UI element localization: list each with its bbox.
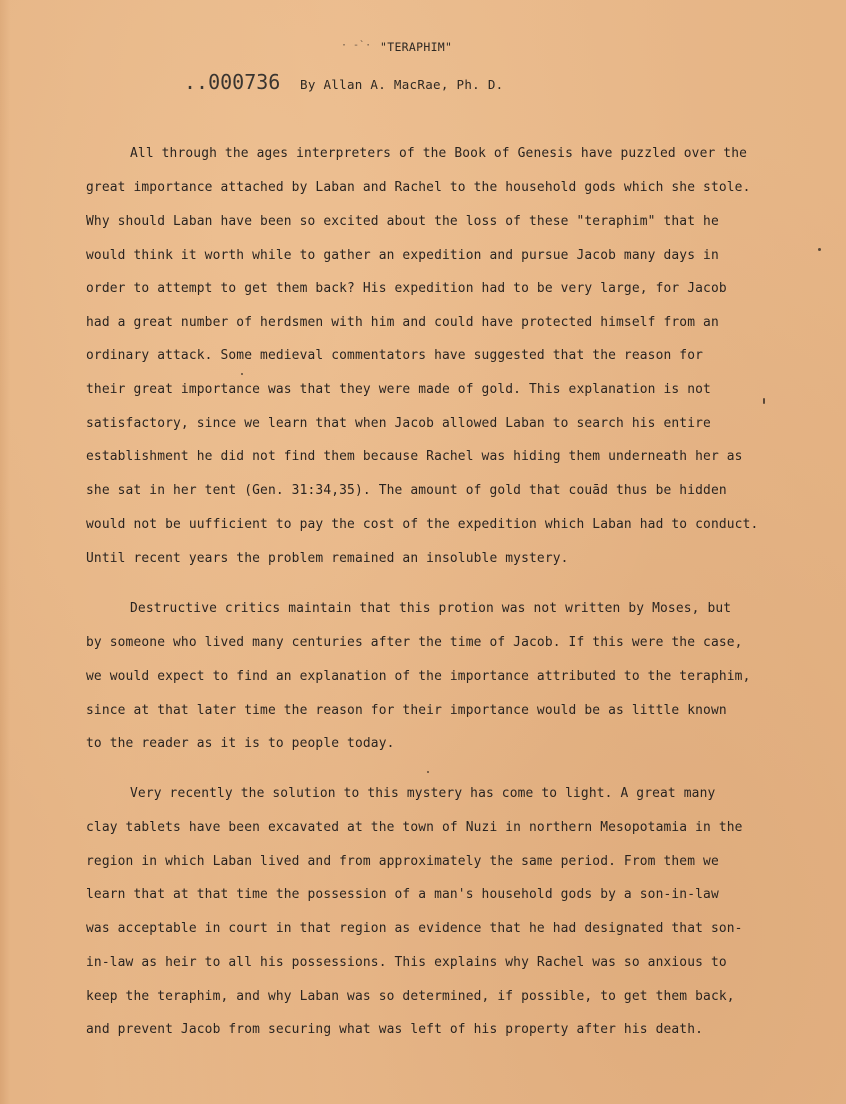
paragraph-1-line-2: great importance attached by Laban and Rachel to the household gods which she stole. [86, 180, 751, 195]
paragraph-1-line-7: ordinary attack. Some medieval commentators have suggested that the reason for [86, 348, 704, 363]
paragraph-1-line-10: establishment he did not find them because Rachel was hiding them underneath her as [86, 449, 743, 464]
paragraph-1-line-8: their great importance was that they were made of gold. This explanation is not [86, 382, 711, 397]
paragraph-1-line-3: Why should Laban have been so excited about the loss of these "teraphim" that he [86, 214, 719, 229]
paragraph-1-line-9: satisfactory, since we learn that when Jacob allowed Laban to search his entire [86, 416, 711, 431]
paragraph-1-line-1: All through the ages interpreters of the Book of Genesis have puzzled over the [130, 146, 748, 161]
paragraph-1-line-5: order to attempt to get them back? His expedition had to be very large, for Jacob [86, 281, 727, 296]
paragraph-1-line-13: Until recent years the problem remained an insoluble mystery. [86, 551, 569, 566]
paragraph-1-line-6: had a great number of herdsmen with him and could have protected himself from an [86, 315, 719, 330]
paper-speck [763, 398, 765, 404]
author-byline: By Allan A. MacRae, Ph. D. [300, 77, 504, 92]
paragraph-1-line-12: would not be uufficient to pay the cost of the expedition which Laban had to conduct. [86, 517, 759, 532]
paper-speck [818, 248, 821, 251]
paragraph-1-line-11: she sat in her tent (Gen. 31:34,35). The amount of gold that couād thus be hidden [86, 483, 727, 498]
paper-speck [427, 771, 429, 773]
document-number-stamp: ..000736 [184, 70, 281, 94]
paragraph-2-line-5: to the reader as it is to people today. [86, 736, 395, 751]
paragraph-2-line-3: we would expect to find an explanation of the importance attributed to the teraphim, [86, 669, 751, 684]
paragraph-3-line-4: learn that at that time the possession of a man's household gods by a son-in-law [86, 887, 719, 902]
paragraph-3-line-1: Very recently the solution to this mystery has come to light. A great many [130, 786, 716, 801]
paragraph-1-line-4: would think it worth while to gather an expedition and pursue Jacob many days in [86, 248, 719, 263]
paragraph-3-line-8: and prevent Jacob from securing what was left of his property after his death. [86, 1022, 704, 1037]
document-title: "TERAPHIM" [380, 40, 453, 54]
title-smudge: · -`· [341, 40, 372, 51]
paragraph-3-line-3: region in which Laban lived and from approximately the same period. From them we [86, 854, 719, 869]
paragraph-3-line-6: in-law as heir to all his possessions. This explains why Rachel was so anxious to [86, 955, 727, 970]
paragraph-2-line-4: since at that later time the reason for their importance would be as little known [86, 703, 727, 718]
paragraph-3-line-7: keep the teraphim, and why Laban was so determined, if possible, to get them back, [86, 989, 735, 1004]
paragraph-3-line-5: was acceptable in court in that region as evidence that he had designated that son- [86, 921, 743, 936]
paragraph-3-line-2: clay tablets have been excavated at the town of Nuzi in northern Mesopotamia in the [86, 820, 743, 835]
paper-speck [241, 373, 243, 375]
paragraph-2-line-2: by someone who lived many centuries after the time of Jacob. If this were the case, [86, 635, 743, 650]
paragraph-2-line-1: Destructive critics maintain that this protion was not written by Moses, but [130, 601, 732, 616]
